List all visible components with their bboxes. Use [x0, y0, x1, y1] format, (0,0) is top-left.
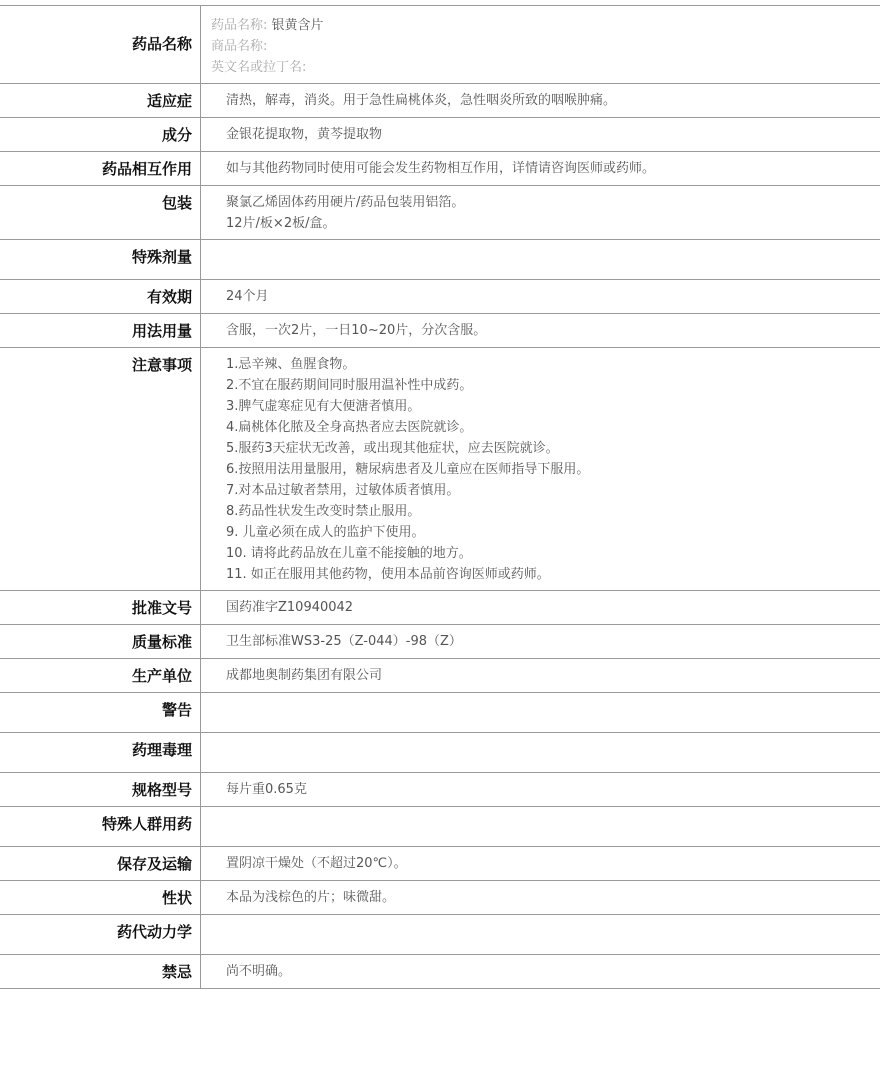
row-label: 用法用量: [0, 314, 201, 348]
spec-row: [0, 733, 880, 773]
trade-name-label: 商品名称:: [211, 36, 880, 57]
row-value: [201, 152, 880, 186]
value-line: 7.对本品过敏者禁用，过敏体质者慎用。: [226, 480, 880, 501]
row-value: [201, 807, 880, 847]
row-label: 特殊剂量: [0, 240, 201, 280]
english-name-label: 英文名或拉丁名:: [211, 57, 880, 78]
value-line: 24个月: [226, 286, 880, 307]
value-line: 金银花提取物，黄芩提取物: [226, 124, 880, 145]
spec-row: [0, 348, 880, 591]
row-value: [201, 118, 880, 152]
row-value: [201, 280, 880, 314]
row-value: [201, 625, 880, 659]
spec-row: [0, 591, 880, 625]
row-value: [201, 186, 880, 240]
row-value: [201, 314, 880, 348]
value-line: 如与其他药物同时使用可能会发生药物相互作用，详情请咨询医师或药师。: [226, 158, 880, 179]
row-label: 批准文号: [0, 591, 201, 625]
row-value: [201, 84, 880, 118]
spec-row: [0, 84, 880, 118]
row-label: 禁忌: [0, 955, 201, 989]
drug-spec-table: [0, 5, 880, 989]
spec-row-name: [0, 6, 880, 84]
value-line: 每片重0.65克: [226, 779, 880, 800]
spec-row: [0, 807, 880, 847]
spec-row: [0, 625, 880, 659]
value-line: 4.扁桃体化脓及全身高热者应去医院就诊。: [226, 417, 880, 438]
spec-row: [0, 773, 880, 807]
row-label: 成分: [0, 118, 201, 152]
row-value: [201, 659, 880, 693]
spec-row: [0, 659, 880, 693]
drug-name-label: 药品名称:: [211, 18, 267, 33]
value-line: 11. 如正在服用其他药物，使用本品前咨询医师或药师。: [226, 564, 880, 585]
row-label: 药品名称: [0, 6, 201, 84]
value-line: 9. 儿童必须在成人的监护下使用。: [226, 522, 880, 543]
row-label: 注意事项: [0, 348, 201, 591]
value-line: 12片/板×2板/盒。: [226, 213, 880, 234]
value-line: 成都地奥制药集团有限公司: [226, 665, 880, 686]
value-line: 国药准字Z10940042: [226, 597, 880, 618]
value-line: 清热，解毒，消炎。用于急性扁桃体炎，急性咽炎所致的咽喉肿痛。: [226, 90, 880, 111]
value-line: 3.脾气虚寒症见有大便溏者慎用。: [226, 396, 880, 417]
value-line: 2.不宜在服药期间同时服用温补性中成药。: [226, 375, 880, 396]
row-value: [201, 915, 880, 955]
name-cell: [201, 6, 880, 84]
drug-name-value: 银黄含片: [272, 18, 324, 33]
row-label: 生产单位: [0, 659, 201, 693]
row-value: [201, 348, 880, 591]
row-value: [201, 955, 880, 989]
row-label: 适应症: [0, 84, 201, 118]
row-label: 有效期: [0, 280, 201, 314]
spec-row: [0, 118, 880, 152]
row-value: [201, 881, 880, 915]
drug-spec-page: [0, 5, 880, 989]
spec-row: [0, 847, 880, 881]
row-label: 质量标准: [0, 625, 201, 659]
spec-row: [0, 240, 880, 280]
row-label: 警告: [0, 693, 201, 733]
value-line: 6.按照用法用量服用，糖尿病患者及儿童应在医师指导下服用。: [226, 459, 880, 480]
row-value: [201, 240, 880, 280]
value-line: 5.服药3天症状无改善，或出现其他症状，应去医院就诊。: [226, 438, 880, 459]
spec-row: [0, 314, 880, 348]
value-line: 1.忌辛辣、鱼腥食物。: [226, 354, 880, 375]
spec-row: [0, 915, 880, 955]
row-value: [201, 591, 880, 625]
value-line: 尚不明确。: [226, 961, 880, 982]
value-line: 8.药品性状发生改变时禁止服用。: [226, 501, 880, 522]
spec-row: [0, 955, 880, 989]
row-label: 性状: [0, 881, 201, 915]
spec-row: [0, 186, 880, 240]
row-value: [201, 847, 880, 881]
row-label: 药代动力学: [0, 915, 201, 955]
row-value: [201, 773, 880, 807]
value-line: 本品为浅棕色的片；味微甜。: [226, 887, 880, 908]
row-label: 规格型号: [0, 773, 201, 807]
spec-row: [0, 280, 880, 314]
row-label: 药品相互作用: [0, 152, 201, 186]
value-line: 10. 请将此药品放在儿童不能接触的地方。: [226, 543, 880, 564]
row-label: 特殊人群用药: [0, 807, 201, 847]
value-line: 聚氯乙烯固体药用硬片/药品包装用铝箔。: [226, 192, 880, 213]
row-label: 药理毒理: [0, 733, 201, 773]
spec-row: [0, 693, 880, 733]
row-label: 包装: [0, 186, 201, 240]
value-line: 卫生部标准WS3-25（Z-044）-98（Z）: [226, 631, 880, 652]
value-line: 置阴凉干燥处（不超过20℃）。: [226, 853, 880, 874]
spec-row: [0, 881, 880, 915]
row-label: 保存及运输: [0, 847, 201, 881]
row-value: [201, 733, 880, 773]
row-value: [201, 693, 880, 733]
spec-row: [0, 152, 880, 186]
value-line: 含服，一次2片，一日10~20片，分次含服。: [226, 320, 880, 341]
